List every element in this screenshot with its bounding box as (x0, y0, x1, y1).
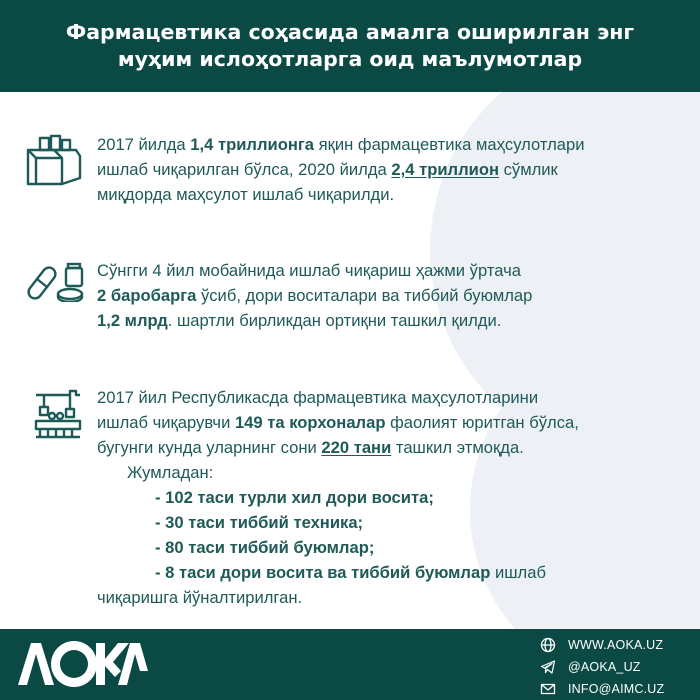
website-link[interactable] (540, 634, 700, 656)
text-span: ишлаб (490, 563, 546, 582)
text-line: чиқаришга йўналтирилган. (97, 588, 303, 607)
globe-icon (540, 637, 556, 653)
aoka-logo[interactable] (18, 641, 148, 687)
text-span: сўмлик (498, 160, 558, 179)
text-span: ишлаб чиқарилган бўлса, 2020 йилда (97, 160, 392, 179)
text-span: яқин фармацевтика маҳсулотлари (314, 135, 585, 154)
page-title-line-2: муҳим ислоҳотларга оид маълумотлар (117, 47, 583, 71)
email-link[interactable] (540, 678, 700, 700)
text-line: Сўнгги 4 йил мобайнида ишлаб чиқариш ҳажми ўртача (97, 261, 521, 280)
text-span: . шартли бирликдан ортиқни ташкил қилди. (167, 311, 502, 330)
text-line (97, 157, 687, 182)
text-line (97, 132, 687, 157)
text-span: бугунги кунда уларнинг сони (97, 438, 322, 457)
header-banner (0, 0, 700, 92)
telegram-text: @AOKA_UZ (568, 660, 641, 674)
highlight-value: - 8 таси дори восита ва тиббий буюмлар (155, 563, 491, 582)
highlight-value: 149 та корхоналар (234, 413, 386, 432)
telegram-link[interactable] (540, 656, 700, 678)
text-span: 2017 йилда (97, 135, 191, 154)
info-text-volume (97, 258, 687, 333)
highlight-value: 220 тани (321, 438, 392, 457)
text-span: ишлаб чиқарувчи (97, 413, 235, 432)
list-item: - 102 таси турли хил дори восита; (155, 488, 434, 507)
text-line (97, 308, 687, 333)
text-line: миқдорда маҳсулот ишлаб чиқарилди. (97, 185, 395, 204)
text-line (97, 410, 687, 435)
highlight-value: 1,4 триллионга (190, 135, 315, 154)
list-item: - 30 таси тиббий техника; (155, 513, 364, 532)
highlight-value: 1,2 млрд (97, 311, 168, 330)
page-title-line-1: Фармацевтика соҳасида амалга оширилган энг (65, 20, 635, 44)
medicine-box-icon (24, 132, 84, 190)
text-line: 2017 йил Республикасда фармацевтика маҳсулотларини (97, 388, 539, 407)
text-line (97, 435, 687, 460)
list-item (97, 560, 687, 585)
highlight-value: 2 баробарга (97, 286, 197, 305)
mail-icon (540, 681, 556, 697)
footer-bar (0, 629, 700, 700)
factory-icon (30, 385, 86, 443)
list-heading: Жумладан: (127, 463, 214, 482)
text-span: ўсиб, дори воситалари ва тиббий буюмлар (196, 286, 533, 305)
highlight-value: 2,4 триллион (391, 160, 499, 179)
telegram-icon (540, 659, 556, 675)
list-item: - 80 таси тиббий буюмлар; (155, 538, 375, 557)
contact-list (540, 634, 700, 700)
info-text-production (97, 132, 687, 207)
pills-icon (24, 258, 86, 302)
email-text: INFO@AIMC.UZ (568, 682, 665, 696)
text-span: ташкил этмоқда. (391, 438, 524, 457)
text-line (97, 283, 687, 308)
website-text: WWW.AOKA.UZ (568, 638, 664, 652)
text-span: фаолият юритган бўлса, (385, 413, 579, 432)
info-text-enterprises (97, 385, 687, 610)
